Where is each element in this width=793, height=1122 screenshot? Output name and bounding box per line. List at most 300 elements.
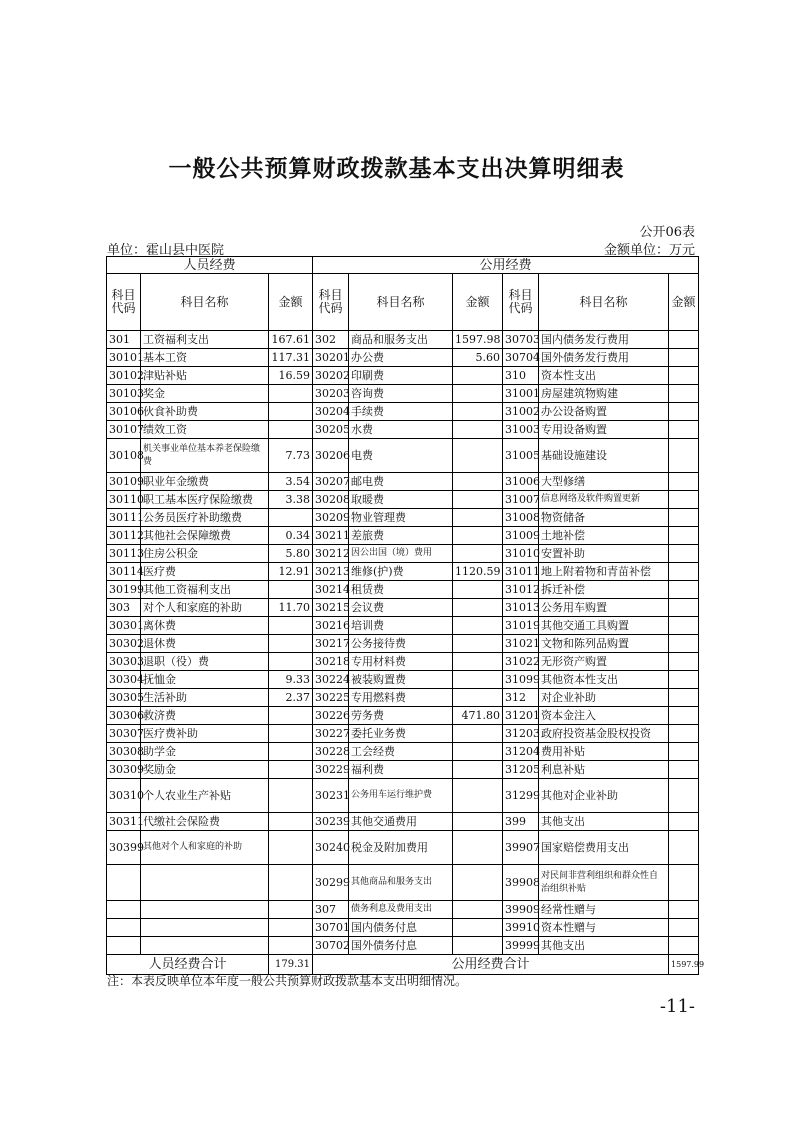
public-code-cell: 310 (503, 367, 539, 385)
table-row (107, 635, 699, 653)
table-row (107, 581, 699, 599)
page-number: -11- (659, 996, 695, 1017)
table-row (107, 473, 699, 491)
personnel-name-cell (141, 901, 269, 919)
public-amount-cell (669, 331, 699, 349)
table-row (107, 599, 699, 617)
personnel-amount-cell: 16.59 (269, 367, 313, 385)
public-code-cell: 30218 (313, 653, 349, 671)
table-row (107, 901, 699, 919)
public-name-cell: 政府投资基金股权投资 (539, 725, 669, 743)
personnel-code-cell: 30103 (107, 385, 141, 403)
public-name-cell: 费用补贴 (539, 743, 669, 761)
table-row (107, 743, 699, 761)
public-amount-cell (453, 545, 503, 563)
public-code-cell: 30212 (313, 545, 349, 563)
table-row (107, 367, 699, 385)
public-name-cell: 因公出国（境）费用 (349, 545, 453, 563)
personnel-name-cell: 其他对个人和家庭的补助 (141, 831, 269, 865)
personnel-amount-cell (269, 901, 313, 919)
public-code-cell: 31204 (503, 743, 539, 761)
public-name-cell: 专用设备购置 (539, 421, 669, 439)
public-amount-cell (669, 743, 699, 761)
personnel-name-cell: 职工基本医疗保险缴费 (141, 491, 269, 509)
public-code-cell: 30204 (313, 403, 349, 421)
public-amount-cell (453, 527, 503, 545)
public-name-cell: 国外债务付息 (349, 937, 453, 955)
public-amount-cell (669, 403, 699, 421)
table-row (107, 761, 699, 779)
personnel-name-cell: 抚恤金 (141, 671, 269, 689)
public-code-cell: 39907 (503, 831, 539, 865)
table-body (107, 331, 699, 955)
public-amount-cell (669, 367, 699, 385)
table-row (107, 689, 699, 707)
public-name-cell: 信息网络及软件购置更新 (539, 491, 669, 509)
footnote: 注：本表反映单位本年度一般公共预算财政拨款基本支出明细情况。 (107, 974, 468, 988)
public-name-cell: 债务利息及费用支出 (349, 901, 453, 919)
personnel-name-cell: 奖励金 (141, 761, 269, 779)
public-name-cell: 邮电费 (349, 473, 453, 491)
table-row (107, 349, 699, 367)
public-code-cell: 31201 (503, 707, 539, 725)
public-name-cell: 电费 (349, 439, 453, 473)
personnel-name-cell: 医疗费补助 (141, 725, 269, 743)
public-total-label: 公用经费合计 (313, 955, 669, 975)
public-name-cell: 办公费 (349, 349, 453, 367)
public-code-cell: 30214 (313, 581, 349, 599)
public-name-cell: 印刷费 (349, 367, 453, 385)
personnel-code-cell: 30304 (107, 671, 141, 689)
table-row (107, 653, 699, 671)
personnel-name-cell (141, 919, 269, 937)
public-code-cell: 30211 (313, 527, 349, 545)
public-amount-cell (669, 439, 699, 473)
personnel-name-cell: 工资福利支出 (141, 331, 269, 349)
public-amount-cell (669, 653, 699, 671)
public-amount-cell (669, 349, 699, 367)
personnel-code-cell: 30113 (107, 545, 141, 563)
public-code-cell: 30227 (313, 725, 349, 743)
public-amount-cell (669, 491, 699, 509)
public-amount-cell (453, 689, 503, 707)
personnel-code-cell: 30107 (107, 421, 141, 439)
public-code-cell: 30702 (313, 937, 349, 955)
public-amount-cell (453, 671, 503, 689)
public-amount-cell: 5.60 (453, 349, 503, 367)
personnel-amount-cell (269, 779, 313, 813)
table-row (107, 831, 699, 865)
public-name-cell: 大型修缮 (539, 473, 669, 491)
table-row (107, 865, 699, 901)
personnel-name-cell: 代缴社会保险费 (141, 813, 269, 831)
personnel-amount-cell: 117.31 (269, 349, 313, 367)
personnel-code-cell: 30307 (107, 725, 141, 743)
public-amount-cell (453, 385, 503, 403)
table-row (107, 779, 699, 813)
public-amount-cell (453, 831, 503, 865)
public-name-cell: 文物和陈列品购置 (539, 635, 669, 653)
table-row (107, 563, 699, 581)
personnel-name-cell: 机关事业单位基本养老保险缴费 (141, 439, 269, 473)
personnel-code-cell: 30311 (107, 813, 141, 831)
public-group-header: 公用经费 (313, 257, 699, 274)
public-name-cell: 咨询费 (349, 385, 453, 403)
public-amount-cell (453, 421, 503, 439)
public-code-cell: 31012 (503, 581, 539, 599)
public-amount-cell (669, 761, 699, 779)
table-row (107, 617, 699, 635)
public-amount-cell (669, 509, 699, 527)
public-amount-cell (669, 581, 699, 599)
public-amount-cell (453, 617, 503, 635)
public-amount-cell (453, 761, 503, 779)
public-amount-cell (453, 403, 503, 421)
public-name-cell: 办公设备购置 (539, 403, 669, 421)
personnel-amount-cell (269, 725, 313, 743)
public-amount-cell (669, 831, 699, 865)
public-amount-cell (453, 367, 503, 385)
public-name-cell: 培训费 (349, 617, 453, 635)
public-name-cell: 差旅费 (349, 527, 453, 545)
public-name-cell: 其他商品和服务支出 (349, 865, 453, 901)
public-code-cell: 31001 (503, 385, 539, 403)
public-name-cell: 商品和服务支出 (349, 331, 453, 349)
public-name-cell: 委托业务费 (349, 725, 453, 743)
public-amount-cell (453, 581, 503, 599)
public-code-cell: 30201 (313, 349, 349, 367)
public-name-cell: 其他交通费用 (349, 813, 453, 831)
personnel-name-cell: 绩效工资 (141, 421, 269, 439)
personnel-amount-cell (269, 403, 313, 421)
personnel-code-cell: 30308 (107, 743, 141, 761)
personnel-group-header: 人员经费 (107, 257, 313, 274)
public-name-cell: 国外债务发行费用 (539, 349, 669, 367)
col-header-code: 科目代码 (313, 274, 349, 331)
personnel-code-cell: 30301 (107, 617, 141, 635)
personnel-amount-cell: 9.33 (269, 671, 313, 689)
personnel-name-cell: 基本工资 (141, 349, 269, 367)
personnel-name-cell: 职业年金缴费 (141, 473, 269, 491)
table-row (107, 491, 699, 509)
public-name-cell: 其他对企业补助 (539, 779, 669, 813)
table-row (107, 937, 699, 955)
personnel-code-cell: 30112 (107, 527, 141, 545)
public-name-cell: 福利费 (349, 761, 453, 779)
personnel-name-cell: 退休费 (141, 635, 269, 653)
public-code-cell: 31299 (503, 779, 539, 813)
personnel-amount-cell (269, 385, 313, 403)
public-name-cell: 国家赔偿费用支出 (539, 831, 669, 865)
table-row (107, 421, 699, 439)
personnel-amount-cell (269, 865, 313, 901)
public-amount-cell (669, 545, 699, 563)
table-row (107, 707, 699, 725)
public-amount-cell (669, 813, 699, 831)
public-amount-cell (669, 901, 699, 919)
public-amount-cell: 1597.98 (453, 331, 503, 349)
public-amount-cell (669, 865, 699, 901)
public-amount-cell (669, 473, 699, 491)
personnel-name-cell: 伙食补助费 (141, 403, 269, 421)
col-header-amount: 金额 (269, 274, 313, 331)
public-code-cell: 31008 (503, 509, 539, 527)
public-code-cell: 30229 (313, 761, 349, 779)
public-code-cell: 30701 (313, 919, 349, 937)
public-code-cell: 30208 (313, 491, 349, 509)
personnel-code-cell: 30111 (107, 509, 141, 527)
personnel-amount-cell: 3.54 (269, 473, 313, 491)
personnel-amount-cell (269, 509, 313, 527)
personnel-amount-cell (269, 831, 313, 865)
public-name-cell: 其他支出 (539, 813, 669, 831)
personnel-name-cell: 生活补助 (141, 689, 269, 707)
public-name-cell: 对企业补助 (539, 689, 669, 707)
personnel-amount-cell: 3.38 (269, 491, 313, 509)
public-amount-cell: 471.80 (453, 707, 503, 725)
public-code-cell: 31003 (503, 421, 539, 439)
public-name-cell: 专用燃料费 (349, 689, 453, 707)
public-code-cell: 30703 (503, 331, 539, 349)
public-code-cell: 31203 (503, 725, 539, 743)
personnel-amount-cell: 167.61 (269, 331, 313, 349)
public-code-cell: 30202 (313, 367, 349, 385)
public-code-cell: 30226 (313, 707, 349, 725)
col-header-amount: 金额 (453, 274, 503, 331)
public-amount-cell (453, 653, 503, 671)
public-code-cell: 312 (503, 689, 539, 707)
personnel-amount-cell (269, 707, 313, 725)
public-code-cell: 31099 (503, 671, 539, 689)
personnel-name-cell: 津贴补贴 (141, 367, 269, 385)
public-code-cell: 30203 (313, 385, 349, 403)
public-amount-cell (669, 617, 699, 635)
personnel-total-amount: 179.31 (269, 955, 313, 975)
table-row (107, 545, 699, 563)
public-name-cell: 基础设施建设 (539, 439, 669, 473)
public-amount-cell (453, 599, 503, 617)
public-code-cell: 399 (503, 813, 539, 831)
public-name-cell: 利息补贴 (539, 761, 669, 779)
col-header-name: 科目名称 (141, 274, 269, 331)
public-code-cell: 39910 (503, 919, 539, 937)
public-code-cell: 30239 (313, 813, 349, 831)
public-name-cell: 资本性赠与 (539, 919, 669, 937)
table-row (107, 527, 699, 545)
col-header-code: 科目代码 (107, 274, 141, 331)
table-row (107, 439, 699, 473)
public-amount-cell (453, 635, 503, 653)
public-code-cell: 31002 (503, 403, 539, 421)
personnel-name-cell (141, 865, 269, 901)
personnel-code-cell: 30109 (107, 473, 141, 491)
table-row (107, 385, 699, 403)
personnel-amount-cell: 7.73 (269, 439, 313, 473)
personnel-amount-cell (269, 813, 313, 831)
public-name-cell: 其他支出 (539, 937, 669, 955)
personnel-code-cell: 30106 (107, 403, 141, 421)
public-amount-cell (669, 779, 699, 813)
personnel-name-cell: 对个人和家庭的补助 (141, 599, 269, 617)
public-name-cell: 房屋建筑物购建 (539, 385, 669, 403)
table-row (107, 331, 699, 349)
public-code-cell: 30704 (503, 349, 539, 367)
personnel-code-cell (107, 919, 141, 937)
personnel-code-cell: 30102 (107, 367, 141, 385)
public-code-cell: 30299 (313, 865, 349, 901)
public-code-cell: 302 (313, 331, 349, 349)
personnel-name-cell: 其他工资福利支出 (141, 581, 269, 599)
public-name-cell: 国内债务付息 (349, 919, 453, 937)
personnel-amount-cell (269, 743, 313, 761)
col-header-amount: 金额 (669, 274, 699, 331)
public-name-cell: 其他资本性支出 (539, 671, 669, 689)
public-amount-cell (453, 509, 503, 527)
public-code-cell: 39909 (503, 901, 539, 919)
public-name-cell: 物资储备 (539, 509, 669, 527)
personnel-name-cell: 医疗费 (141, 563, 269, 581)
personnel-name-cell: 其他社会保障缴费 (141, 527, 269, 545)
table-row (107, 509, 699, 527)
public-amount-cell (453, 919, 503, 937)
public-amount-cell (453, 813, 503, 831)
public-code-cell: 30231 (313, 779, 349, 813)
public-code-cell: 39999 (503, 937, 539, 955)
public-amount-cell (669, 671, 699, 689)
table-row (107, 919, 699, 937)
public-name-cell: 被装购置费 (349, 671, 453, 689)
public-code-cell: 31022 (503, 653, 539, 671)
personnel-amount-cell: 12.91 (269, 563, 313, 581)
amount-unit-label: 金额单位：万元 (603, 243, 695, 258)
personnel-name-cell (141, 937, 269, 955)
public-amount-cell (453, 937, 503, 955)
public-name-cell: 水费 (349, 421, 453, 439)
public-code-cell: 31013 (503, 599, 539, 617)
public-name-cell: 劳务费 (349, 707, 453, 725)
public-name-cell: 公务用车购置 (539, 599, 669, 617)
public-amount-cell (669, 385, 699, 403)
personnel-code-cell: 30101 (107, 349, 141, 367)
public-name-cell: 地上附着物和青苗补偿 (539, 563, 669, 581)
public-name-cell: 公务接待费 (349, 635, 453, 653)
public-amount-cell (669, 937, 699, 955)
personnel-total-label: 人员经费合计 (107, 955, 269, 975)
personnel-amount-cell (269, 653, 313, 671)
public-code-cell: 30215 (313, 599, 349, 617)
public-code-cell: 30209 (313, 509, 349, 527)
public-amount-cell (669, 725, 699, 743)
public-amount-cell: 1120.59 (453, 563, 503, 581)
public-amount-cell (453, 491, 503, 509)
table-row (107, 671, 699, 689)
public-name-cell: 手续费 (349, 403, 453, 421)
public-name-cell: 资本金注入 (539, 707, 669, 725)
public-amount-cell (669, 563, 699, 581)
public-amount-cell (453, 439, 503, 473)
public-code-cell: 30207 (313, 473, 349, 491)
public-code-cell: 39908 (503, 865, 539, 901)
personnel-amount-cell (269, 919, 313, 937)
personnel-amount-cell (269, 937, 313, 955)
page-title: 一般公共预算财政拨款基本支出决算明细表 (168, 156, 625, 182)
public-name-cell: 税金及附加费用 (349, 831, 453, 865)
personnel-amount-cell (269, 617, 313, 635)
personnel-code-cell: 30306 (107, 707, 141, 725)
public-code-cell: 31006 (503, 473, 539, 491)
personnel-name-cell: 助学金 (141, 743, 269, 761)
personnel-code-cell (107, 937, 141, 955)
public-code-cell: 30240 (313, 831, 349, 865)
public-name-cell: 专用材料费 (349, 653, 453, 671)
public-amount-cell (669, 689, 699, 707)
personnel-amount-cell (269, 761, 313, 779)
public-code-cell: 31021 (503, 635, 539, 653)
public-code-cell: 30213 (313, 563, 349, 581)
public-total-amount: 1597.99 (669, 955, 699, 975)
public-amount-cell (453, 725, 503, 743)
public-code-cell: 31009 (503, 527, 539, 545)
public-name-cell: 拆迁补偿 (539, 581, 669, 599)
public-name-cell: 国内债务发行费用 (539, 331, 669, 349)
public-code-cell: 30225 (313, 689, 349, 707)
personnel-name-cell: 救济费 (141, 707, 269, 725)
personnel-code-cell: 30110 (107, 491, 141, 509)
public-name-cell: 其他交通工具购置 (539, 617, 669, 635)
public-name-cell: 租赁费 (349, 581, 453, 599)
public-name-cell: 工会经费 (349, 743, 453, 761)
public-amount-cell (669, 919, 699, 937)
public-code-cell: 30205 (313, 421, 349, 439)
personnel-name-cell: 退职（役）费 (141, 653, 269, 671)
public-code-cell: 31011 (503, 563, 539, 581)
col-header-name: 科目名称 (539, 274, 669, 331)
personnel-name-cell: 住房公积金 (141, 545, 269, 563)
table-row (107, 813, 699, 831)
personnel-amount-cell (269, 421, 313, 439)
personnel-name-cell: 离休费 (141, 617, 269, 635)
public-code-cell: 31010 (503, 545, 539, 563)
public-code-cell: 31019 (503, 617, 539, 635)
public-code-cell: 31007 (503, 491, 539, 509)
personnel-amount-cell: 11.70 (269, 599, 313, 617)
public-name-cell: 对民间非营利组织和群众性自治组织补贴 (539, 865, 669, 901)
col-header-code: 科目代码 (503, 274, 539, 331)
public-amount-cell (669, 527, 699, 545)
table-row (107, 725, 699, 743)
public-name-cell: 经常性赠与 (539, 901, 669, 919)
personnel-code-cell: 30303 (107, 653, 141, 671)
personnel-amount-cell: 2.37 (269, 689, 313, 707)
public-code-cell: 307 (313, 901, 349, 919)
public-amount-cell (669, 635, 699, 653)
personnel-name-cell: 公务员医疗补助缴费 (141, 509, 269, 527)
personnel-code-cell: 30302 (107, 635, 141, 653)
expenditure-table (106, 256, 705, 975)
public-name-cell: 会议费 (349, 599, 453, 617)
public-code-cell: 30224 (313, 671, 349, 689)
personnel-code-cell (107, 901, 141, 919)
public-code-cell: 30206 (313, 439, 349, 473)
public-amount-cell (453, 743, 503, 761)
public-code-cell: 30216 (313, 617, 349, 635)
personnel-amount-cell: 0.34 (269, 527, 313, 545)
personnel-code-cell: 30399 (107, 831, 141, 865)
public-code-cell: 30217 (313, 635, 349, 653)
personnel-code-cell: 30310 (107, 779, 141, 813)
public-amount-cell (669, 599, 699, 617)
public-name-cell: 安置补助 (539, 545, 669, 563)
